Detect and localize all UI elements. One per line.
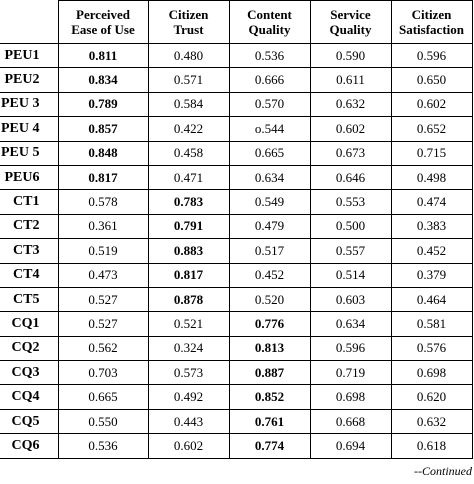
table-cell: 0.611 bbox=[310, 68, 391, 92]
table-cell: 0.521 bbox=[148, 312, 229, 336]
table-cell: 0.536 bbox=[229, 44, 310, 68]
table-cell: 0.715 bbox=[391, 141, 472, 165]
table-cell: 0.776 bbox=[229, 312, 310, 336]
table-row bbox=[0, 409, 472, 433]
table-cell: 0.479 bbox=[229, 214, 310, 238]
table-cell: 0.576 bbox=[391, 336, 472, 360]
table-row bbox=[0, 263, 472, 287]
table-row bbox=[0, 434, 472, 458]
table-cell: 0.878 bbox=[148, 287, 229, 311]
table-cell: 0.650 bbox=[391, 68, 472, 92]
table-cell: 0.492 bbox=[148, 385, 229, 409]
row-label: PEU 5 bbox=[0, 141, 58, 165]
table-cell: 0.422 bbox=[148, 117, 229, 141]
table-cell: 0.581 bbox=[391, 312, 472, 336]
table-cell: 0.562 bbox=[58, 336, 148, 360]
table-cell: 0.813 bbox=[229, 336, 310, 360]
table-cell: 0.443 bbox=[148, 409, 229, 433]
header-content-quality: Content Quality bbox=[229, 1, 310, 44]
table-cell: 0.590 bbox=[310, 44, 391, 68]
row-label: CT5 bbox=[0, 287, 58, 311]
table-cell: 0.464 bbox=[391, 287, 472, 311]
table-cell: 0.527 bbox=[58, 287, 148, 311]
row-label: CT1 bbox=[0, 190, 58, 214]
table-cell: 0.553 bbox=[310, 190, 391, 214]
table-row bbox=[0, 141, 472, 165]
table-cell: 0.646 bbox=[310, 165, 391, 189]
continued-note: --Continued bbox=[414, 464, 472, 478]
table-cell: 0.719 bbox=[310, 361, 391, 385]
table-cell: 0.452 bbox=[391, 239, 472, 263]
table-cell: 0.652 bbox=[391, 117, 472, 141]
table-row bbox=[0, 44, 472, 68]
table-row bbox=[0, 287, 472, 311]
table-cell: 0.698 bbox=[391, 361, 472, 385]
table-cell: 0.500 bbox=[310, 214, 391, 238]
table-cell: 0.474 bbox=[391, 190, 472, 214]
table-row bbox=[0, 336, 472, 360]
row-label: CQ1 bbox=[0, 312, 58, 336]
header-perceived-ease-of-use: Perceived Ease of Use bbox=[58, 1, 148, 44]
table-cell: 0.791 bbox=[148, 214, 229, 238]
row-label: PEU 4 bbox=[0, 117, 58, 141]
row-label: CQ5 bbox=[0, 409, 58, 433]
table-cell: 0.783 bbox=[148, 190, 229, 214]
header-row bbox=[0, 1, 472, 44]
table-cell: 0.834 bbox=[58, 68, 148, 92]
header-service-quality: Service Quality bbox=[310, 1, 391, 44]
table-cell: 0.596 bbox=[310, 336, 391, 360]
table-row bbox=[0, 165, 472, 189]
header-citizen-satisfaction: Citizen Satisfaction bbox=[391, 1, 472, 44]
table-cell: 0.596 bbox=[391, 44, 472, 68]
table-cell: 0.452 bbox=[229, 263, 310, 287]
table-cell: 0.620 bbox=[391, 385, 472, 409]
table-cell: 0.673 bbox=[310, 141, 391, 165]
table-cell: 0.379 bbox=[391, 263, 472, 287]
row-label: CQ3 bbox=[0, 361, 58, 385]
table-cell: 0.458 bbox=[148, 141, 229, 165]
header-citizen-trust: Citizen Trust bbox=[148, 1, 229, 44]
table-cell: 0.703 bbox=[58, 361, 148, 385]
table-cell: 0.632 bbox=[310, 92, 391, 116]
table-cell: 0.603 bbox=[310, 287, 391, 311]
table-cell: 0.634 bbox=[229, 165, 310, 189]
table-cell: 0.519 bbox=[58, 239, 148, 263]
table-cell: 0.573 bbox=[148, 361, 229, 385]
table-cell: 0.549 bbox=[229, 190, 310, 214]
table-row bbox=[0, 190, 472, 214]
table-cell: o.544 bbox=[229, 117, 310, 141]
table-cell: 0.789 bbox=[58, 92, 148, 116]
table-cell: 0.514 bbox=[310, 263, 391, 287]
table-cell: 0.324 bbox=[148, 336, 229, 360]
table-cell: 0.852 bbox=[229, 385, 310, 409]
table-cell: 0.848 bbox=[58, 141, 148, 165]
table-cell: 0.665 bbox=[229, 141, 310, 165]
row-label: CQ6 bbox=[0, 434, 58, 458]
table-cell: 0.666 bbox=[229, 68, 310, 92]
table-cell: 0.602 bbox=[148, 434, 229, 458]
table-cell: 0.480 bbox=[148, 44, 229, 68]
row-label: PEU2 bbox=[0, 68, 58, 92]
table-cell: 0.665 bbox=[58, 385, 148, 409]
table-row bbox=[0, 312, 472, 336]
row-label: CT2 bbox=[0, 214, 58, 238]
table-row bbox=[0, 239, 472, 263]
table-cell: 0.471 bbox=[148, 165, 229, 189]
table-cell: 0.694 bbox=[310, 434, 391, 458]
row-label: PEU 3 bbox=[0, 92, 58, 116]
table-cell: 0.602 bbox=[310, 117, 391, 141]
row-label: CQ2 bbox=[0, 336, 58, 360]
row-label: PEU6 bbox=[0, 165, 58, 189]
table-cell: 0.571 bbox=[148, 68, 229, 92]
row-label: PEU1 bbox=[0, 44, 58, 68]
table-cell: 0.557 bbox=[310, 239, 391, 263]
table-cell: 0.584 bbox=[148, 92, 229, 116]
table-cell: 0.817 bbox=[58, 165, 148, 189]
corner-cell bbox=[0, 1, 58, 44]
table-cell: 0.632 bbox=[391, 409, 472, 433]
table-cell: 0.527 bbox=[58, 312, 148, 336]
table-body bbox=[0, 44, 472, 459]
row-label: CT4 bbox=[0, 263, 58, 287]
table-row bbox=[0, 361, 472, 385]
table-cell: 0.536 bbox=[58, 434, 148, 458]
table-cell: 0.570 bbox=[229, 92, 310, 116]
table-cell: 0.698 bbox=[310, 385, 391, 409]
table-cell: 0.817 bbox=[148, 263, 229, 287]
table-row bbox=[0, 117, 472, 141]
row-label: CQ4 bbox=[0, 385, 58, 409]
table-cell: 0.811 bbox=[58, 44, 148, 68]
row-label: CT3 bbox=[0, 239, 58, 263]
table-cell: 0.774 bbox=[229, 434, 310, 458]
table-row bbox=[0, 92, 472, 116]
table-cell: 0.618 bbox=[391, 434, 472, 458]
table-cell: 0.887 bbox=[229, 361, 310, 385]
table-cell: 0.602 bbox=[391, 92, 472, 116]
table-row bbox=[0, 385, 472, 409]
table-cell: 0.857 bbox=[58, 117, 148, 141]
table-cell: 0.634 bbox=[310, 312, 391, 336]
table-cell: 0.668 bbox=[310, 409, 391, 433]
table-row bbox=[0, 68, 472, 92]
table-cell: 0.578 bbox=[58, 190, 148, 214]
table-cell: 0.361 bbox=[58, 214, 148, 238]
table-cell: 0.517 bbox=[229, 239, 310, 263]
table-cell: 0.520 bbox=[229, 287, 310, 311]
table-cell: 0.473 bbox=[58, 263, 148, 287]
table-cell: 0.550 bbox=[58, 409, 148, 433]
table-cell: 0.498 bbox=[391, 165, 472, 189]
table-cell: 0.761 bbox=[229, 409, 310, 433]
table-row bbox=[0, 214, 472, 238]
table-cell: 0.883 bbox=[148, 239, 229, 263]
table-cell: 0.383 bbox=[391, 214, 472, 238]
